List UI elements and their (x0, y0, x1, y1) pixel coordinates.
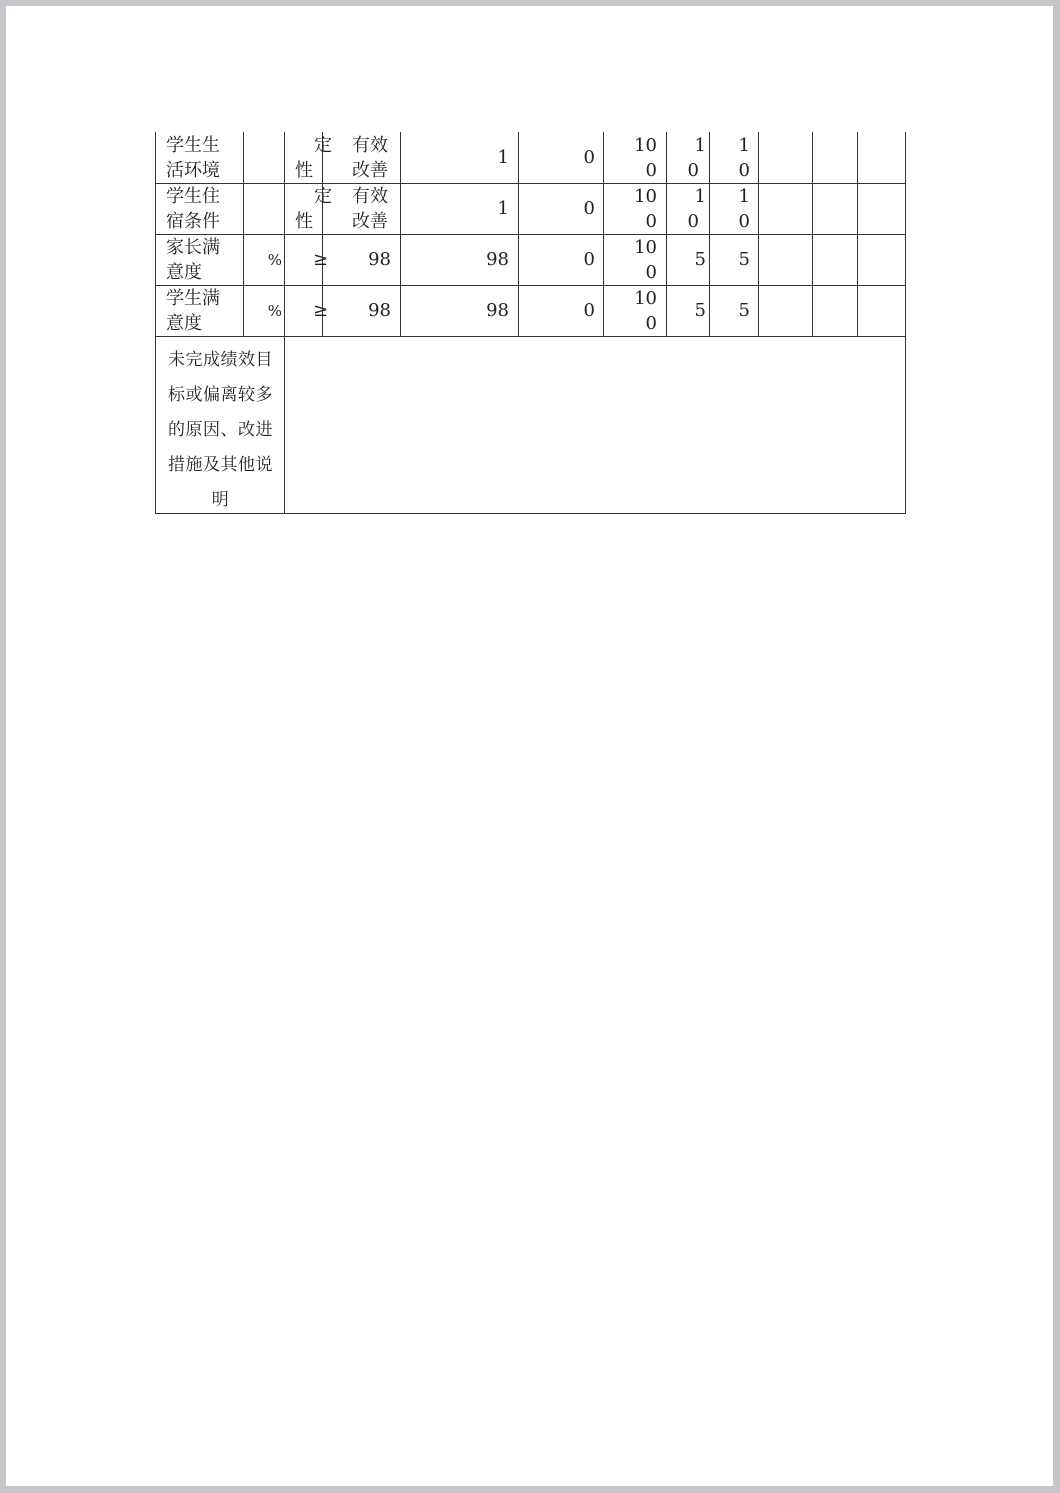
actual-value: 1 (497, 198, 509, 219)
target-value: 98 (368, 249, 391, 270)
deviation-value: 0 (583, 300, 595, 321)
completion-rate: 10 (634, 237, 657, 258)
target-value: 98 (368, 300, 391, 321)
actual-value: 1 (497, 147, 509, 168)
deviation-value: 0 (583, 249, 595, 270)
score-value: 1 (738, 186, 750, 207)
target-value: 改善 (352, 160, 388, 181)
target-value: 有效 (352, 186, 388, 207)
indicator-name: 学生满 (166, 288, 220, 309)
notes-label: 未完成绩效目 标或偏离较多 的原因、改进 措施及其他说 明 (168, 350, 273, 510)
weight-value: 0 (687, 211, 699, 232)
type-mark: 定 (314, 186, 332, 207)
completion-rate: 10 (634, 186, 657, 207)
target-value: 改善 (352, 211, 388, 232)
indicator-name: 意度 (166, 313, 202, 334)
weight-value: 0 (687, 160, 699, 181)
type-mark: 定 (314, 135, 332, 156)
target-value: 有效 (352, 135, 388, 156)
weight-value: 5 (694, 249, 706, 270)
completion-rate: 10 (634, 135, 657, 156)
score-value: 1 (738, 135, 750, 156)
weight-value: 1 (694, 186, 706, 207)
completion-rate: 0 (645, 313, 657, 334)
completion-rate: 0 (645, 211, 657, 232)
indicator-name: 学生生 (166, 135, 220, 156)
weight-value: 5 (694, 300, 706, 321)
completion-rate: 0 (645, 262, 657, 283)
score-value: 0 (738, 160, 750, 181)
weight-value: 1 (694, 135, 706, 156)
indicator-name: 活环境 (166, 160, 220, 181)
indicator-name: 意度 (166, 262, 202, 283)
completion-rate: 10 (634, 288, 657, 309)
notes-content (286, 338, 904, 512)
score-value: 5 (738, 249, 750, 270)
indicator-name: 家长满 (166, 237, 220, 258)
table-grid (6, 6, 1053, 1486)
deviation-value: 0 (583, 198, 595, 219)
type-label: 性 (295, 160, 313, 181)
score-value: 0 (738, 211, 750, 232)
unit-label: % (267, 302, 282, 320)
type-label: 性 (295, 211, 313, 232)
deviation-value: 0 (583, 147, 595, 168)
comparison-symbol: ≥ (313, 249, 329, 270)
unit-label: % (267, 251, 282, 269)
score-value: 5 (738, 300, 750, 321)
indicator-name: 宿条件 (166, 211, 220, 232)
actual-value: 98 (486, 300, 509, 321)
comparison-symbol: ≥ (313, 300, 329, 321)
document-page (6, 6, 1053, 1486)
actual-value: 98 (486, 249, 509, 270)
indicator-name: 学生住 (166, 186, 220, 207)
completion-rate: 0 (645, 160, 657, 181)
